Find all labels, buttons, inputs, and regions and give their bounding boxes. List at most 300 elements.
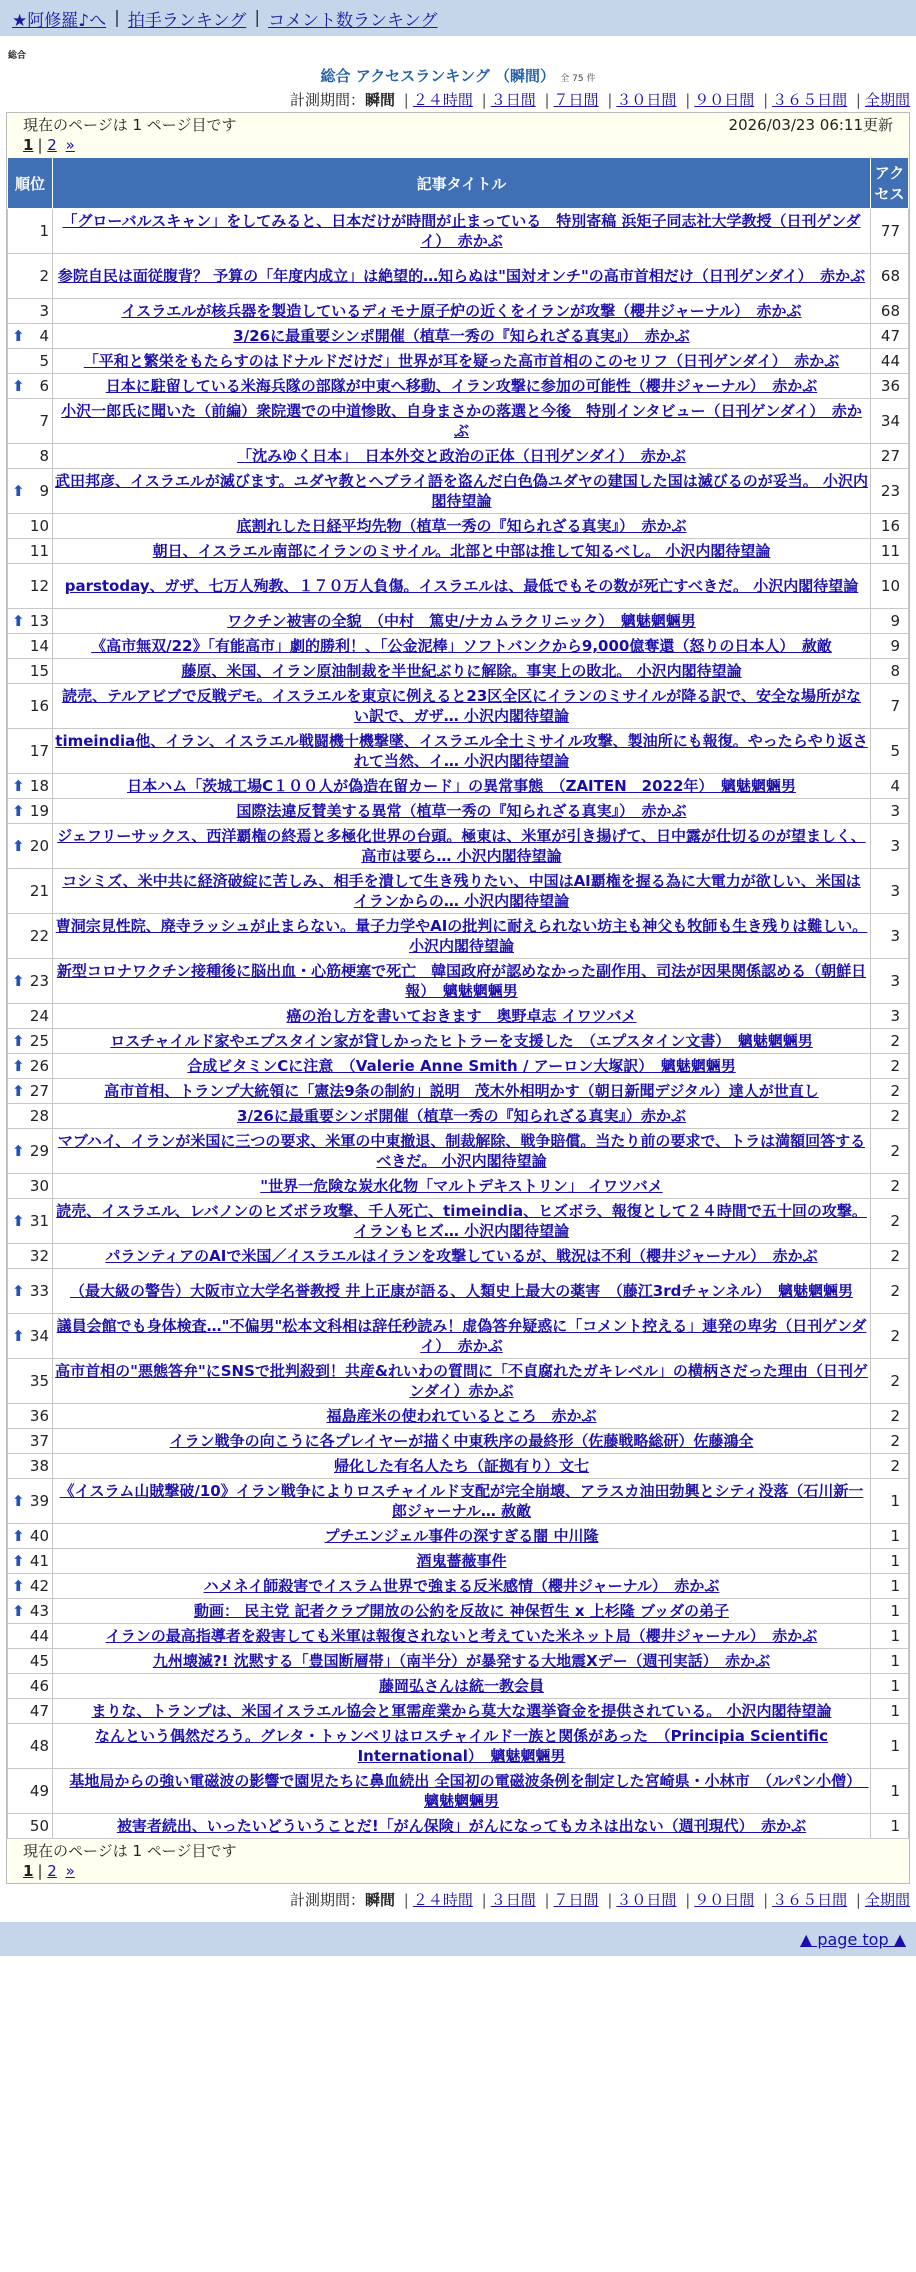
rank-cell — [8, 1724, 53, 1769]
access-count: 16 — [871, 514, 909, 539]
rank-number: 13 — [29, 612, 49, 630]
table-row — [8, 209, 909, 254]
rank-cell — [8, 1054, 53, 1079]
access-count: 1 — [871, 1549, 909, 1574]
access-count: 2 — [871, 1129, 909, 1174]
article-link[interactable]: まりな、トランプは、米国イスラエル協会と軍需産業から莫大な選挙資金を提供されている。 小沢内閣待望論 — [91, 1702, 832, 1720]
access-count: 8 — [871, 659, 909, 684]
article-link[interactable]: 九州壊滅?! 沈黙する「豊国断層帯」（南半分）が暴発する大地震Xデー（週刊実話） 赤かぶ — [152, 1652, 771, 1670]
rank-number: 34 — [29, 1327, 49, 1345]
article-link[interactable]: 小沢一郎氏に聞いた（前編）衆院選での中道惨敗、自身まさかの落選と今後 特別インタビュー（日刊ゲンダイ） 赤かぶ — [61, 402, 862, 440]
rank-cell — [8, 1599, 53, 1624]
period-link[interactable]: ９０日間 — [694, 91, 755, 109]
rank-number: 35 — [29, 1372, 49, 1390]
title-cell — [53, 959, 871, 1004]
article-link[interactable]: 高市首相の"悪態答弁"にSNSで批判殺到！共産&れいわの質問に「不貞腐れたガキレベル」の横柄さだった理由（日刊ゲンダイ）赤かぶ — [55, 1362, 868, 1400]
rank-number: 41 — [29, 1552, 49, 1570]
page-top-link[interactable]: ▲ page top ▲ — [799, 1929, 906, 1949]
article-link[interactable]: ハメネイ師殺害でイスラム世界で強まる反米感情（櫻井ジャーナル） 赤かぶ — [203, 1577, 720, 1595]
rank-number: 17 — [29, 742, 49, 760]
rank-number: 42 — [29, 1577, 49, 1595]
article-link[interactable]: 藤岡弘さんは統一教会員 — [378, 1677, 544, 1695]
table-row — [8, 1699, 909, 1724]
table-row — [8, 1404, 909, 1429]
table-row — [8, 1244, 909, 1269]
article-link[interactable]: 動画： 民主党 記者クラブ開放の公約を反故に 神保哲生 x 上杉隆 ブッダの弟子 — [194, 1602, 729, 1620]
rank-number: 37 — [29, 1432, 49, 1450]
article-link[interactable]: 国際法違反賛美する異常（植草一秀の『知られざる真実』） 赤かぶ — [236, 802, 687, 820]
title-cell — [53, 1699, 871, 1724]
rank-cell — [8, 1244, 53, 1269]
article-link[interactable]: なんという偶然だろう。グレタ・トゥンベリはロスチャイルド一族と関係があった （Principia Scientific International） 魑魅魍魎男 — [94, 1727, 829, 1765]
up-arrow-icon: ⬆ — [12, 1212, 25, 1230]
article-link[interactable]: parstoday、ガザ、七万人殉教、１７０万人負傷。イスラエルは、最低でもその数が死亡すべきだ。 小沢内閣待望論 — [64, 577, 859, 595]
rank-cell — [8, 1079, 53, 1104]
article-link[interactable]: 酒鬼薔薇事件 — [416, 1552, 507, 1570]
rank-number: 18 — [29, 777, 49, 795]
up-arrow-icon: ⬆ — [12, 972, 25, 990]
article-link[interactable]: イラン戦争の向こうに各プレイヤーが描く中東秩序の最終形（佐藤戦略総研）佐藤鴻全 — [169, 1432, 754, 1450]
access-count: 10 — [871, 564, 909, 609]
rank-cell — [8, 1104, 53, 1129]
rank-number: 50 — [29, 1817, 49, 1835]
up-arrow-icon: ⬆ — [12, 1577, 25, 1595]
table-row — [8, 324, 909, 349]
access-count: 23 — [871, 469, 909, 514]
article-link[interactable]: 日本ハム「茨城工場C１００人が偽造在留カード」の異常事態 （ZAITEN 2022年） 魑魅魍魎男 — [127, 777, 796, 795]
table-row — [8, 254, 909, 299]
title-cell — [53, 1314, 871, 1359]
article-link[interactable]: イランの最高指導者を殺害しても米軍は報復されないと考えていた米ネット局（櫻井ジャーナル） 赤かぶ — [105, 1627, 818, 1645]
period-current: 瞬間 — [364, 91, 395, 109]
up-arrow-icon: ⬆ — [12, 837, 25, 855]
title-cell — [53, 1524, 871, 1549]
rank-number: 12 — [29, 577, 49, 595]
next-page-link[interactable]: » — [65, 1862, 75, 1880]
title-cell — [53, 1429, 871, 1454]
table-row — [8, 959, 909, 1004]
article-link[interactable]: "世界一危険な炭水化物「マルトデキストリン」 イワツバメ — [260, 1177, 663, 1195]
current-page-text: 現在のページは 1 ページ目です — [23, 1842, 237, 1860]
rank-number: 3 — [39, 302, 49, 320]
page-title — [0, 65, 916, 86]
article-link[interactable]: マブハイ、イランが米国に三つの要求、米軍の中東撤退、制裁解除、戦争賠償。当たり前の要求で、トラは満額回答するべきだ。 小沢内閣待望論 — [57, 1132, 866, 1170]
access-count: 2 — [871, 1079, 909, 1104]
table-row — [8, 1769, 909, 1814]
count-header: アクセス — [871, 158, 909, 209]
title-cell — [53, 1479, 871, 1524]
rank-cell — [8, 729, 53, 774]
table-row — [8, 914, 909, 959]
access-count: 2 — [871, 1104, 909, 1129]
period-current: 瞬間 — [364, 1891, 395, 1909]
table-row — [8, 824, 909, 869]
article-link[interactable]: 新型コロナワクチン接種後に脳出血・心筋梗塞で死亡 韓国政府が認めなかった副作用、司法が因果関係認める（朝鮮日報） 魑魅魍魎男 — [56, 962, 867, 1000]
table-row — [8, 1454, 909, 1479]
rank-cell — [8, 1549, 53, 1574]
title-cell — [53, 774, 871, 799]
article-link[interactable]: 「沈みゆく日本」 日本外交と政治の正体（日刊ゲンダイ） 赤かぶ — [237, 447, 686, 465]
rank-cell — [8, 1404, 53, 1429]
period-link[interactable]: 全期間 — [864, 1891, 910, 1909]
article-link[interactable]: ジェフリーサックス、西洋覇権の終焉と多極化世界の台頭。極東は、米軍が引き揚げて、日中露が仕切るのが望ましく、高市は要ら… 小沢内閣待望論 — [57, 827, 866, 865]
page-1: 1 — [23, 1862, 34, 1880]
title-cell — [53, 349, 871, 374]
table-row — [8, 1814, 909, 1839]
period-link[interactable]: ７日間 — [553, 1891, 599, 1909]
rank-cell — [8, 399, 53, 444]
rank-cell — [8, 1649, 53, 1674]
rank-cell — [8, 564, 53, 609]
table-row — [8, 514, 909, 539]
top-nav — [0, 0, 916, 36]
article-link[interactable]: 基地局からの強い電磁波の影響で園児たちに鼻血続出 全国初の電磁波条例を制定した宮崎県・小林市 （ルパン小僧） 魑魅魍魎男 — [69, 1772, 869, 1810]
rank-cell — [8, 1524, 53, 1549]
table-row — [8, 1724, 909, 1769]
article-link[interactable]: 癌の治し方を書いておきます 奥野卓志 イワツバメ — [286, 1007, 637, 1025]
table-row — [8, 1674, 909, 1699]
article-link[interactable]: 朝日、イスラエル南部にイランのミサイル。北部と中部は推して知るべし。 小沢内閣待望論 — [152, 542, 771, 560]
title-cell — [53, 1079, 871, 1104]
up-arrow-icon: ⬆ — [12, 1057, 25, 1075]
access-count: 1 — [871, 1649, 909, 1674]
up-arrow-icon: ⬆ — [12, 327, 25, 345]
period-label: 計測期間： — [289, 91, 365, 109]
rank-number: 48 — [29, 1737, 49, 1755]
article-link[interactable]: 《高市無双/22》「有能高市」劇的勝利！、「公金泥棒」ソフトバンクから9,000億奪還（怒りの日本人） 赦敵 — [91, 637, 832, 655]
footer-bar — [0, 1922, 916, 1956]
table-row — [8, 684, 909, 729]
rank-cell — [8, 254, 53, 299]
rank-cell — [8, 1314, 53, 1359]
title-cell — [53, 209, 871, 254]
article-link[interactable]: 藤原、米国、イラン原油制裁を半世紀ぶりに解除。事実上の敗北。 小沢内閣待望論 — [181, 662, 742, 680]
access-count: 34 — [871, 399, 909, 444]
rank-cell — [8, 1359, 53, 1404]
title-cell — [53, 1814, 871, 1839]
rank-number: 25 — [29, 1032, 49, 1050]
rank-number: 24 — [29, 1007, 49, 1025]
access-count: 2 — [871, 1454, 909, 1479]
period-link[interactable]: ９０日間 — [694, 1891, 755, 1909]
rank-number: 7 — [39, 412, 49, 430]
current-page-text: 現在のページは 1 ページ目です — [23, 116, 237, 134]
rank-cell — [8, 1624, 53, 1649]
rank-cell — [8, 659, 53, 684]
access-count: 2 — [871, 1244, 909, 1269]
access-count: 1 — [871, 1814, 909, 1839]
up-arrow-icon: ⬆ — [12, 1552, 25, 1570]
title-header: 記事タイトル — [53, 158, 871, 209]
rank-number: 15 — [29, 662, 49, 680]
rank-number: 2 — [39, 267, 49, 285]
rank-number: 43 — [29, 1602, 49, 1620]
up-arrow-icon: ⬆ — [12, 1492, 25, 1510]
table-row — [8, 729, 909, 774]
rank-cell — [8, 444, 53, 469]
access-count: 2 — [871, 1359, 909, 1404]
rank-cell — [8, 1479, 53, 1524]
rank-cell — [8, 824, 53, 869]
rank-cell — [8, 684, 53, 729]
title-cell — [53, 1404, 871, 1429]
access-count: 5 — [871, 729, 909, 774]
access-count: 2 — [871, 1269, 909, 1314]
rank-cell — [8, 1814, 53, 1839]
up-arrow-icon: ⬆ — [12, 482, 25, 500]
page-2-link[interactable]: 2 — [47, 136, 57, 154]
article-link[interactable]: 高市首相、トランプ大統領に「憲法9条の制約」説明 茂木外相明かす（朝日新聞デジタル）達人が世直し — [104, 1082, 819, 1100]
up-arrow-icon: ⬆ — [12, 1032, 25, 1050]
title-cell — [53, 1359, 871, 1404]
period-link[interactable]: ７日間 — [553, 91, 599, 109]
article-link[interactable]: ロスチャイルド家やエプスタイン家が貸しかったヒトラーを支援した （エプスタイン文書） 魑魅魍魎男 — [110, 1032, 813, 1050]
access-count: 1 — [871, 1574, 909, 1599]
access-count: 2 — [871, 1429, 909, 1454]
article-link[interactable]: 3/26に最重要シンポ開催（植草一秀の『知られざる真実』） 赤かぶ — [233, 327, 690, 345]
table-row — [8, 1269, 909, 1314]
rank-number: 1 — [39, 222, 49, 240]
rank-number: 16 — [29, 697, 49, 715]
page-2-link[interactable]: 2 — [47, 1862, 57, 1880]
table-row — [8, 349, 909, 374]
page-1: 1 — [23, 136, 34, 154]
article-link[interactable]: 福島産米の使われているところ 赤かぶ — [326, 1407, 597, 1425]
rank-cell — [8, 914, 53, 959]
article-link[interactable]: timeindia他、イラン、イスラエル戦闘機十機撃墜、イスラエル全土ミサイル攻撃、製油所にも報復。やったらやり返されて当然、イ… 小沢内閣待望論 — [55, 732, 868, 770]
access-count: 1 — [871, 1624, 909, 1649]
pagination: 1 | 2 » — [23, 136, 75, 154]
access-count: 27 — [871, 444, 909, 469]
title-cell — [53, 1549, 871, 1574]
title-cell — [53, 684, 871, 729]
rank-cell — [8, 1574, 53, 1599]
article-link[interactable]: 被害者続出、いったいどういうことだ!「がん保険」がんになってもカネは出ない（週刊現代） 赤かぶ — [116, 1817, 807, 1835]
rank-header: 順位 — [8, 158, 53, 209]
article-link[interactable]: パランティアのAIで米国／イスラエルはイランを攻撃しているが、戦況は不利（櫻井ジャーナル） 赤かぶ — [105, 1247, 818, 1265]
clap-ranking-link[interactable]: 拍手ランキング — [127, 10, 247, 31]
access-count: 1 — [871, 1599, 909, 1624]
period-selector-bottom: 計測期間：瞬間 | ２４時間 | ３日間 | ７日間 | ３０日間 | ９０日間 | ３６５日間 | 全期間 — [289, 1891, 910, 1909]
rank-cell — [8, 299, 53, 324]
rank-number: 32 — [29, 1247, 49, 1265]
access-count: 2 — [871, 1174, 909, 1199]
access-count: 3 — [871, 869, 909, 914]
article-link[interactable]: 読売、イスラエル、レバノンのヒズボラ攻撃、千人死亡、timeindia、ヒズボラ、報復として２４時間で五十回の攻撃。イランもヒズ… 小沢内閣待望論 — [56, 1202, 867, 1240]
next-page-link[interactable]: » — [65, 136, 75, 154]
rank-number: 38 — [29, 1457, 49, 1475]
rank-number: 30 — [29, 1177, 49, 1195]
article-link[interactable]: 読売、テルアビブで反戦デモ。イスラエルを東京に例えると23区全区にイランのミサイルが降る訳で、安全な場所がない訳で、ガザ… 小沢内閣待望論 — [62, 687, 861, 725]
access-count: 2 — [871, 1054, 909, 1079]
up-arrow-icon: ⬆ — [12, 1602, 25, 1620]
title-cell — [53, 444, 871, 469]
article-link[interactable]: 《イスラム山賊撃破/10》イラン戦争によりロスチャイルド支配が完全崩壊、アラスカ油田勃興とシティ没落（石川新一郎ジャーナル… 赦敵 — [59, 1482, 864, 1520]
rank-number: 33 — [29, 1282, 49, 1300]
up-arrow-icon: ⬆ — [12, 377, 25, 395]
access-count: 3 — [871, 914, 909, 959]
article-link[interactable]: ワクチン被害の全貌 （中村 篤史/ナカムラクリニック） 魑魅魍魎男 — [227, 612, 696, 630]
title-cell — [53, 1054, 871, 1079]
access-count: 3 — [871, 1004, 909, 1029]
title-cell — [53, 1244, 871, 1269]
access-count: 68 — [871, 299, 909, 324]
article-link[interactable]: プチエンジェル事件の深すぎる闇 中川隆 — [324, 1527, 599, 1545]
access-count: 47 — [871, 324, 909, 349]
title-cell — [53, 609, 871, 634]
period-link[interactable]: ２４時間 — [412, 91, 473, 109]
rank-cell — [8, 1269, 53, 1314]
article-link[interactable]: 「グローバルスキャン」をしてみると、日本だけが時間が止まっている 特別寄稿 浜矩子同志社大学教授（日刊ゲンダイ） 赤かぶ — [62, 212, 861, 250]
period-link[interactable]: ３６５日間 — [772, 91, 848, 109]
title-cell — [53, 659, 871, 684]
table-row — [8, 609, 909, 634]
rank-cell — [8, 514, 53, 539]
rank-number: 6 — [39, 377, 49, 395]
article-link[interactable]: 底割れした日経平均先物（植草一秀の『知られざる真実』） 赤かぶ — [236, 517, 687, 535]
rank-cell — [8, 374, 53, 399]
access-count: 9 — [871, 609, 909, 634]
title-cell — [53, 869, 871, 914]
article-link[interactable]: イスラエルが核兵器を製造しているディモナ原子炉の近くをイランが攻撃（櫻井ジャーナル） 赤かぶ — [121, 302, 802, 320]
updated-time: 2026/03/23 06:11更新 — [728, 116, 893, 134]
article-link[interactable]: 「平和と繁栄をもたらすのはドナルドだけだ」世界が耳を疑った高市首相のこのセリフ（日刊ゲンダイ） 赤かぶ — [83, 352, 840, 370]
item-count: 全 75 件 — [560, 74, 596, 84]
nav-divider: | — [254, 8, 261, 28]
title-cell — [53, 799, 871, 824]
rank-cell — [8, 539, 53, 564]
rank-cell — [8, 609, 53, 634]
article-link[interactable]: 参院自民は面従腹背？ 予算の「年度内成立」は絶望的…知らぬは"国対オンチ"の高市首相だけ（日刊ゲンダイ） 赤かぶ — [57, 267, 866, 285]
article-link[interactable]: 合成ビタミンCに注意 （Valerie Anne Smith / アーロン大塚訳） 魑魅魍魎男 — [187, 1057, 736, 1075]
access-count: 1 — [871, 1769, 909, 1814]
table-row — [8, 1314, 909, 1359]
title-cell — [53, 539, 871, 564]
table-row — [8, 774, 909, 799]
rank-cell — [8, 1454, 53, 1479]
up-arrow-icon: ⬆ — [12, 802, 25, 820]
title-cell — [53, 824, 871, 869]
rank-number: 22 — [29, 927, 49, 945]
title-cell — [53, 564, 871, 609]
rank-cell — [8, 869, 53, 914]
access-count: 11 — [871, 539, 909, 564]
article-link[interactable]: 日本に駐留している米海兵隊の部隊が中東へ移動、イラン攻撃に参加の可能性（櫻井ジャーナル） 赤かぶ — [105, 377, 818, 395]
ranking-box — [6, 112, 910, 1884]
rank-number: 40 — [29, 1527, 49, 1545]
title-cell — [53, 1599, 871, 1624]
table-row — [8, 1359, 909, 1404]
up-arrow-icon: ⬆ — [12, 1527, 25, 1545]
title-cell — [53, 1649, 871, 1674]
title-cell — [53, 1769, 871, 1814]
period-link[interactable]: ３０日間 — [616, 1891, 677, 1909]
access-count: 77 — [871, 209, 909, 254]
page-info-top — [7, 113, 909, 157]
rank-number: 28 — [29, 1107, 49, 1125]
table-row — [8, 539, 909, 564]
article-link[interactable]: 曹洞宗見性院、廃寺ラッシュが止まらない。量子力学やAIの批判に耐えられない坊主も神父も牧師も生き残りは難しい。 小沢内閣待望論 — [55, 917, 868, 955]
ranking-table — [7, 157, 909, 1839]
table-row — [8, 799, 909, 824]
access-count: 3 — [871, 824, 909, 869]
table-row — [8, 1549, 909, 1574]
access-count: 44 — [871, 349, 909, 374]
title-cell — [53, 1029, 871, 1054]
access-count: 1 — [871, 1699, 909, 1724]
table-row — [8, 1649, 909, 1674]
title-cell — [53, 324, 871, 349]
article-link[interactable]: 武田邦彦、イスラエルが滅びます。ユダヤ教とヘブライ語を盗んだ白色偽ユダヤの建国した国は滅びるのが妥当。 小沢内閣待望論 — [55, 472, 868, 510]
period-link[interactable]: ３０日間 — [616, 91, 677, 109]
title-cell — [53, 729, 871, 774]
period-link[interactable]: 全期間 — [864, 91, 910, 109]
title-cell — [53, 299, 871, 324]
table-row — [8, 1054, 909, 1079]
access-count: 3 — [871, 959, 909, 1004]
access-count: 2 — [871, 1029, 909, 1054]
table-row — [8, 444, 909, 469]
article-link[interactable]: 議員会館でも身体検査…"不偏男"松本文科相は辞任秒読み！虚偽答弁疑惑に「コメント控える」連発の卑劣（日刊ゲンダイ） 赤かぶ — [56, 1317, 867, 1355]
period-link[interactable]: ３６５日間 — [772, 1891, 848, 1909]
table-row — [8, 634, 909, 659]
title-cell — [53, 1129, 871, 1174]
rank-number: 21 — [29, 882, 49, 900]
rank-number: 4 — [39, 327, 49, 345]
rank-number: 46 — [29, 1677, 49, 1695]
back-link[interactable]: ★阿修羅♪へ — [12, 10, 107, 31]
rank-number: 5 — [39, 352, 49, 370]
rank-number: 9 — [39, 482, 49, 500]
comment-ranking-link[interactable]: コメント数ランキング — [268, 10, 438, 31]
rank-cell — [8, 1129, 53, 1174]
rank-cell — [8, 774, 53, 799]
period-link[interactable]: ３日間 — [490, 1891, 536, 1909]
up-arrow-icon: ⬆ — [12, 1082, 25, 1100]
title-cell — [53, 254, 871, 299]
rank-cell — [8, 1429, 53, 1454]
rank-cell — [8, 799, 53, 824]
title-cell — [53, 514, 871, 539]
table-row — [8, 469, 909, 514]
article-link[interactable]: 3/26に最重要シンポ開催（植草一秀の『知られざる真実』）赤かぶ — [237, 1107, 686, 1125]
article-link[interactable]: （最大級の警告）大阪市立大学名誉教授 井上正康が語る、人類史上最大の薬害 （藤江3rdチャンネル） 魑魅魍魎男 — [70, 1282, 853, 1300]
period-link[interactable]: ３日間 — [490, 91, 536, 109]
rank-number: 45 — [29, 1652, 49, 1670]
article-link[interactable]: コシミズ、米中共に経済破綻に苦しみ、相手を潰して生き残りたい、中国はAI覇権を握る為に大電力が欲しい、米国はイランからの… 小沢内閣待望論 — [62, 872, 861, 910]
up-arrow-icon: ⬆ — [12, 1142, 25, 1160]
access-count: 3 — [871, 799, 909, 824]
rank-number: 27 — [29, 1082, 49, 1100]
title-cell — [53, 1674, 871, 1699]
table-row — [8, 564, 909, 609]
rank-number: 14 — [29, 637, 49, 655]
page-title-text: 総合 アクセスランキング （瞬間） — [320, 67, 556, 85]
access-count: 1 — [871, 1724, 909, 1769]
table-row — [8, 1029, 909, 1054]
rank-cell — [8, 634, 53, 659]
article-link[interactable]: 帰化した有名人たち（証拠有り）文七 — [333, 1457, 589, 1475]
table-row — [8, 299, 909, 324]
table-row — [8, 1479, 909, 1524]
period-link[interactable]: ２４時間 — [412, 1891, 473, 1909]
title-cell — [53, 399, 871, 444]
rank-cell — [8, 1029, 53, 1054]
table-row — [8, 1429, 909, 1454]
title-cell — [53, 634, 871, 659]
up-arrow-icon: ⬆ — [12, 612, 25, 630]
rank-number: 8 — [39, 447, 49, 465]
